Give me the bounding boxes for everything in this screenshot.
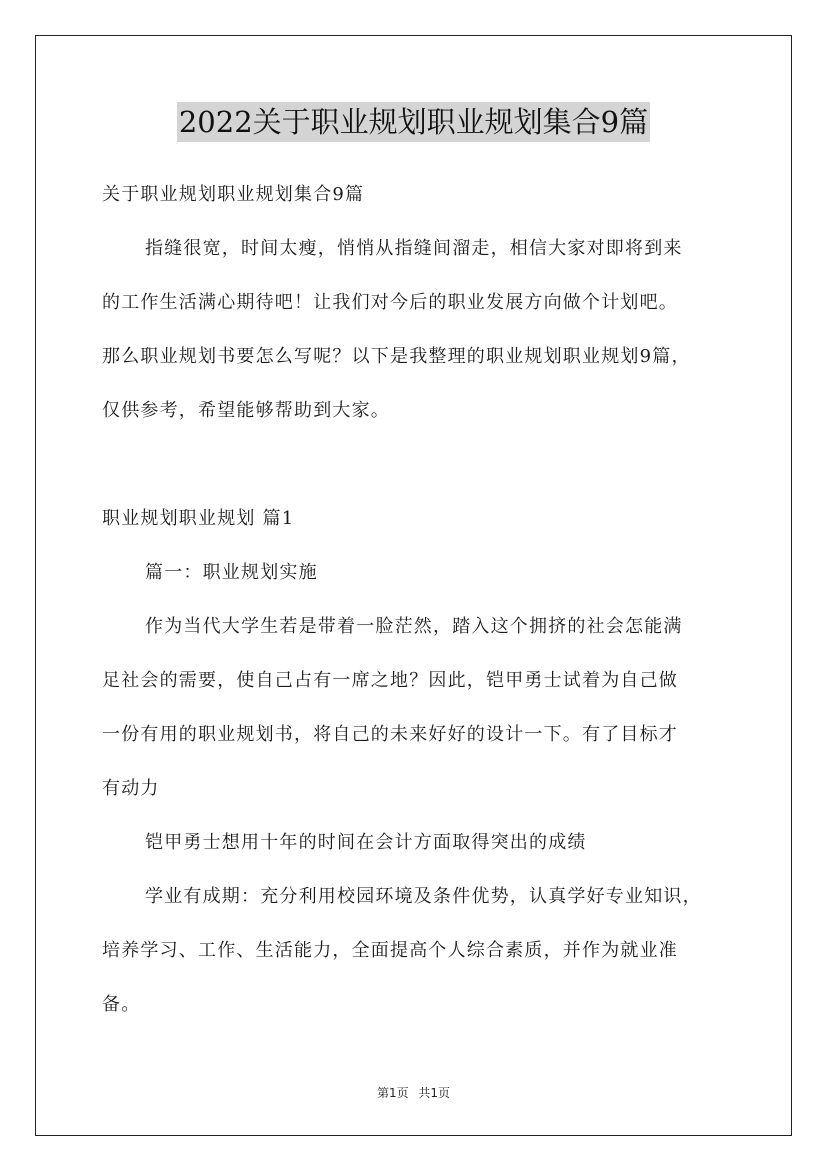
sub-heading: 篇一：职业规划实施: [145, 562, 318, 583]
para1-line-2: 足社会的需要，使自己占有一席之地？因此，铠甲勇士试着为自己做: [102, 670, 678, 691]
intro-line-3: 那么职业规划书要怎么写呢？以下是我整理的职业规划职业规划9篇，: [102, 346, 691, 367]
document-title: 2022关于职业规划职业规划集合9篇: [177, 102, 650, 142]
intro-line-2: 的工作生活满心期待吧！让我们对今后的职业发展方向做个计划吧。: [102, 292, 678, 313]
para3-line-3: 备。: [102, 994, 141, 1015]
page-total: 共1页: [418, 1086, 451, 1100]
intro-line-4: 仅供参考，希望能够帮助到大家。: [102, 400, 390, 421]
title-container: [0, 102, 827, 142]
page-footer: [0, 1084, 827, 1101]
para1-line-4: 有动力: [102, 778, 160, 799]
section-heading: 职业规划职业规划 篇1: [102, 508, 295, 529]
page-number: 第1页: [376, 1086, 409, 1100]
para3-line-1: 学业有成期：充分利用校园环境及条件优势，认真学好专业知识，: [145, 886, 702, 907]
para1-line-1: 作为当代大学生若是带着一脸茫然，踏入这个拥挤的社会怎能满: [145, 616, 683, 637]
para1-line-3: 一份有用的职业规划书，将自己的未来好好的设计一下。有了目标才: [102, 724, 678, 745]
para2-line-1: 铠甲勇士想用十年的时间在会计方面取得突出的成绩: [145, 832, 587, 853]
intro-line-1: 指缝很宽，时间太瘦，悄悄从指缝间溜走，相信大家对即将到来: [145, 238, 683, 259]
document-subtitle: 关于职业规划职业规划集合9篇: [102, 184, 365, 205]
para3-line-2: 培养学习、工作、生活能力，全面提高个人综合素质，并作为就业准: [102, 940, 678, 961]
